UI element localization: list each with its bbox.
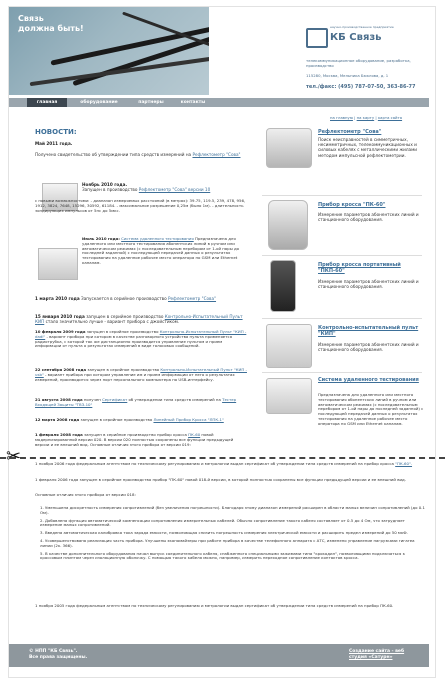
sidebar-product-text: Измерение параметров абонентских линий и станционного оборудования. (318, 212, 419, 223)
tagline: телекоммуникационное оборудование, разработка, производство (306, 58, 411, 68)
news-link[interactable]: Рефлектометр "Сова" (168, 296, 217, 301)
news-item-list: с новыми возможностями: - диапазон измеряемых расстояний (в метрах): 39.75, 119.5, 239, 478, 956, 1912, 3824, 7648, 15296, 30592, 61184. - максимальное разрешение 0,25м (было 1м). - длительность зондирующих импульсов от 5нс до 5мкс. (35, 198, 246, 213)
lower-paragraph: 1 февраля 2006 года запущен в серийное производство прибор "ПК-60" новой 018-й версии, в которой полностью сохранены все функции предыдущей версии и ее внешний вид. (35, 477, 406, 482)
list-item: 4. Усовершенствована реализация часть прибора. Улучшены экономайзеры при работе прибора в качестве телефонного аппарата с АТС, изменено управление нагрузками гигагеа линии (2к. 366). (40, 537, 415, 548)
divider (262, 318, 422, 319)
list-item: 2. Добавлена функция автоматической компенсации сопротивления измерительных кабелей. Обычно сопротивление такого кабеля составляет от 0.5 до 4 Ом, что затрудняет измерение малых сопротивлений. (40, 517, 405, 528)
list-item: 3. Введена автоматическая калибровка тока заряда емкости, позволяющая снизить погрешность измерения электрической емкости и расширить предел измерений до 50 мкФ. (40, 530, 408, 536)
news-item: 1 марта 2010 года Запускается в серийное производство Рефлектометр "Сова" (35, 296, 217, 301)
sidebar-product-link[interactable]: Рефлектометр "Сова" (318, 129, 382, 135)
credit-link[interactable]: Создание сайта - веб студия «Сатурн» (349, 649, 405, 660)
news-link[interactable]: Тестер Входящей Защиты "ТВЗ-10" (35, 397, 237, 407)
news-item: Май 2011 года. (35, 141, 73, 146)
nav-item-home[interactable]: главная (27, 98, 67, 107)
sidebar-product-text: Измерение параметров абонентских линий и станционного оборудования. (318, 342, 419, 353)
nav-item-equipment[interactable]: оборудование (80, 100, 118, 105)
news-item: 10 февраля 2009 года запущен в серийное производство Контрольно-Испытательный Пульт "КИП - dadi" - вариант прибора при котором в качестве разговорного устройства пульта применяется радиотрубка, с которой так же дистанционно производится управление пультом и прием информации от пульта о результатах измерений в виде голосовых сообщений. (35, 329, 247, 349)
product-image[interactable] (266, 128, 312, 168)
news-item: 22 сентября 2008 года запущен в серийное производство Контрольно-Испытательный Пульт "КИП - usb" - вариант прибора при котором управление им и прием информации от него о результатах измерений, производится через порт персонального компьютера по USB-интерфейсу. (35, 367, 247, 382)
lower-list (40, 506, 426, 564)
news-link[interactable]: Сертификат (102, 397, 128, 402)
news-item: 21 августа 2008 года получен Сертификат об утверждении типа средств измерений на Тестер Входящей Защиты "ТВЗ-10" (35, 397, 237, 407)
news-item: Ноябрь 2010 года. Запущен в производство Рефлектометр "Сова" версии 10 (82, 182, 211, 193)
product-image[interactable] (266, 378, 312, 414)
utility-links: на главную | на карту | карта сайта (330, 115, 403, 120)
news-item: 12 марта 2008 года запущен в серийное производство Линейный Прибор Кросса "ЛПК-1" (35, 417, 224, 422)
sidebar-product-text: Поиск неисправностей в симметричных, несимметричных, телекоммуникационных и силовых кабелях с металлическими жилами методом импульсной рефлектометрии. (318, 137, 417, 158)
divider (262, 255, 422, 256)
nav-item-partners[interactable]: партнеры (138, 100, 164, 105)
news-item: 15 января 2010 года запущен в серийное производство Контрольно-Испытательный Пульт КИП стало значительно лучше - вариант прибора с джойстиком. (35, 314, 243, 325)
scissors-icon: ✂ (6, 446, 22, 467)
map-link[interactable]: на карту (356, 115, 375, 120)
company-logo[interactable]: научно-производственное предприятие КБ Связь (306, 28, 424, 50)
divider (262, 372, 422, 373)
news-item-text: Получено свидетельство об утверждении типа средств измерений на Рефлектометр "Сова" (35, 152, 241, 157)
list-item: 1. Уменьшена дискретность измерения сопротивлений (без увеличения погрешности). Благодаря этому диапазон измерений расширен в области малых величин сопротивлений (до 0.1 Ом). (40, 505, 425, 515)
sitemap-link[interactable]: карта сайта (377, 115, 403, 120)
copyright: © НПП "КБ Связь". Все права защищены. (29, 649, 88, 660)
footer (9, 644, 429, 667)
sidebar-product-link[interactable]: Контрольно-испытательный пульт "КИП" (318, 325, 419, 337)
news-link[interactable]: Система удаленного тестирования (121, 236, 194, 241)
divider (262, 195, 422, 196)
sidebar-product-link[interactable]: Прибор кросса "ПК-60" (318, 202, 386, 208)
lower-paragraph: Основные отличия этого прибора от версии 018: (35, 492, 136, 497)
news-title: НОВОСТИ: (35, 128, 77, 136)
slogan: Связь должна быть! (18, 14, 84, 33)
news-link[interactable]: Линейный Прибор Кросса "ЛПК-1" (153, 417, 224, 422)
news-link[interactable]: Контрольно-Испытательный Пульт КИП (35, 314, 243, 325)
list-item: 5. В качестве дополнительного оборудования начал выпуск соединительного кабеля, снабженного специальными зажимами типа "крокодил", позволяющими подключаться к кроссовым плинтам через изоляционную оболочку. С помощью такого кабеля можно, например, измерить переходное сопротивление контактов кросса. (40, 550, 405, 561)
product-image[interactable] (268, 200, 308, 250)
nav-item-contacts[interactable]: контакты (180, 100, 206, 105)
news-link[interactable]: Рефлектометр "Сова" версии 10 (138, 187, 211, 193)
sidebar-product-link[interactable]: Система удаленного тестирования (318, 377, 419, 383)
address: 115280, Москва, Мельника Бюклова, д. 1 (306, 73, 389, 78)
news-link[interactable]: Контрольно-Испытательный Пульт "КИП - usb" (35, 367, 247, 377)
main-nav (9, 98, 429, 107)
product-image[interactable] (266, 324, 312, 368)
lower-paragraph: 1 ноября 2005 года федеральным агентством по техническому регулированию и метрологии выдан сертификат об утверждении типа средств измерений на прибор ПК-60. (35, 603, 394, 608)
sidebar-product-text: Предназначена для удаленного или местного тестирования абонентских линий в ручном или автоматическом режимах (с последовательным перебором от 1-ой пары до последней заданной) с последующей передачей данных о результатах тестирования на удаленное рабочее место оператора по GSM или Ethernet каналам. (318, 392, 424, 426)
home-link[interactable]: на главную (330, 115, 353, 120)
news-item: Июль 2010 года: Система удаленного тестирования Предназначена для удаленного или местного тестирования абонентских линий в ручном или автоматическом режимах (с последовательным перебором от 1-ой пары до последней заданной) с последующей передачей данных о результатах тестирования на удаленное рабочее место оператора по GSM или Ethernet каналам. (82, 236, 240, 265)
sidebar-product-link[interactable]: Прибор кросса портативный "ПКП-60" (318, 262, 401, 274)
phone: тел./факс: (495) 787-07-50, 363-86-77 (306, 84, 416, 90)
product-image[interactable] (270, 260, 296, 312)
logo-icon (306, 28, 328, 48)
news-link[interactable]: Контрольно-Испытательный Пульт "КИП - dadi" (35, 329, 247, 339)
product-image[interactable] (38, 248, 78, 280)
sidebar-product-text: Измерение параметров абонентских линий и станционного оборудования. (318, 279, 419, 290)
news-link[interactable]: Рефлектометр "Сова" (192, 152, 241, 157)
news-item: 1 февраля 2008 года запущен в серийное производство прибор кросса ПК-60 новой модернизированной версии 020. В версии 020 полностью сохранены все функции предыдущей версии и ее внешний вид. Основные отличия этого прибора от версии 019: (35, 432, 234, 447)
lower-link[interactable]: "ПК-60". (395, 461, 413, 466)
cut-line (0, 457, 445, 459)
news-link[interactable]: ПК-60 (188, 432, 201, 437)
lower-paragraph: 1 ноября 2006 года федеральным агентством по техническому регулированию и метрологии выдан сертификат об утверждении типа средств измерений на прибор кросса "ПК-60". (35, 461, 413, 466)
